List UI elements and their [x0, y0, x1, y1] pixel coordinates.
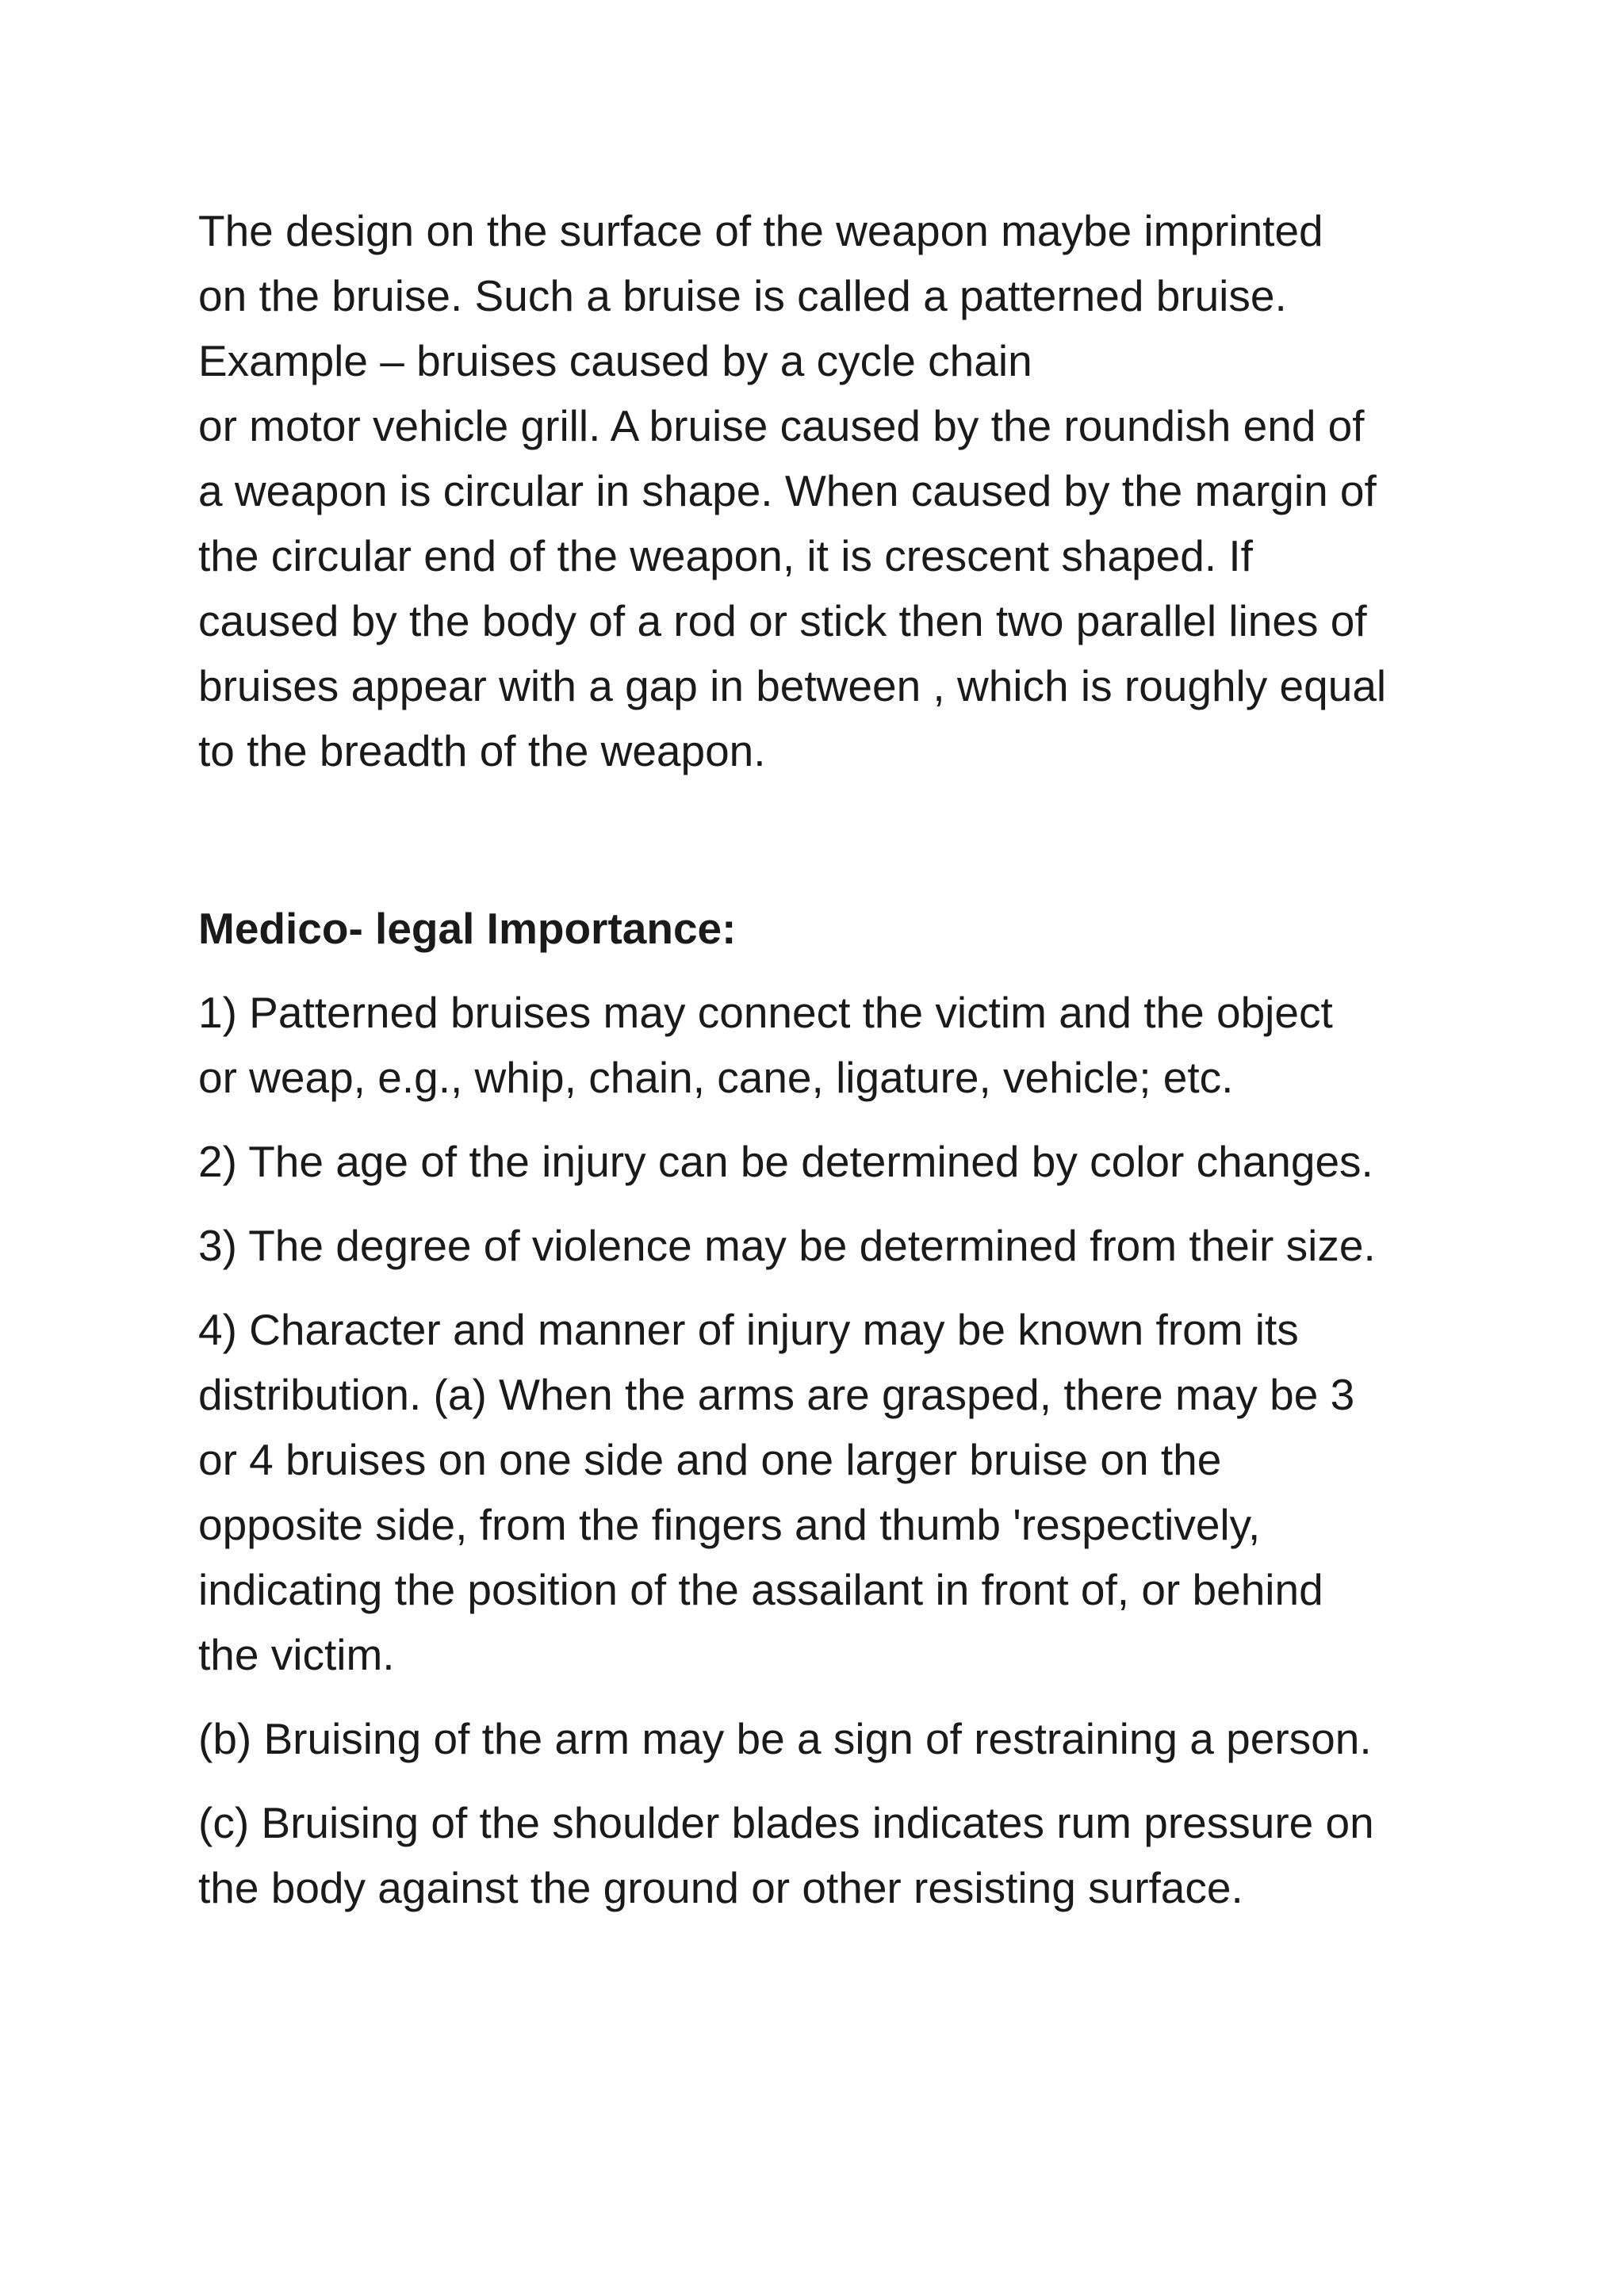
list-item-line: or 4 bruises on one side and one larger bruise on the	[198, 1435, 1222, 1484]
intro-line: to the breadth of the weapon.	[198, 726, 766, 775]
list-item-line: indicating the position of the assailant in front of, or behind	[198, 1565, 1323, 1614]
list-item-line: 3) The degree of violence may be determined from their size.	[198, 1221, 1376, 1270]
intro-paragraph	[198, 198, 1483, 783]
list-item-line: or weap, e.g., whip, chain, cane, ligature, vehicle; etc.	[198, 1053, 1234, 1102]
list-item-line: 2) The age of the injury can be determined by color changes.	[198, 1137, 1373, 1186]
list-item-line: (c) Bruising of the shoulder blades indicates rum pressure on	[198, 1798, 1374, 1847]
list-item-line: 4) Character and manner of injury may be known from its	[198, 1305, 1299, 1354]
intro-line: the circular end of the weapon, it is crescent shaped. If	[198, 531, 1253, 580]
list-item-line: the body against the ground or other resisting surface.	[198, 1863, 1243, 1912]
intro-line: bruises appear with a gap in between , which is roughly equal	[198, 661, 1387, 710]
intro-line: or motor vehicle grill. A bruise caused by the roundish end of	[198, 401, 1365, 450]
list-item	[198, 1706, 1483, 1771]
intro-line: a weapon is circular in shape. When caused by the margin of	[198, 466, 1377, 515]
list-item-line: the victim.	[198, 1630, 395, 1679]
list-item	[198, 1297, 1483, 1687]
list-item-line: opposite side, from the fingers and thumb 'respectively,	[198, 1500, 1261, 1549]
list-item	[198, 1213, 1483, 1278]
list-item	[198, 980, 1483, 1110]
document-content	[198, 198, 1483, 1920]
intro-line: Example – bruises caused by a cycle chain	[198, 336, 1032, 385]
list-item-line: (b) Bruising of the arm may be a sign of restraining a person.	[198, 1714, 1372, 1763]
list-item	[198, 1129, 1483, 1194]
intro-line: on the bruise. Such a bruise is called a patterned bruise.	[198, 271, 1287, 320]
list-item-line: 1) Patterned bruises may connect the victim and the object	[198, 988, 1333, 1037]
intro-line: caused by the body of a rod or stick then two parallel lines of	[198, 596, 1367, 645]
section-heading: Medico- legal Importance:	[198, 904, 737, 953]
list-item-line: distribution. (a) When the arms are grasped, there may be 3	[198, 1370, 1355, 1419]
list-item	[198, 1790, 1483, 1920]
intro-line: The design on the surface of the weapon maybe imprinted	[198, 206, 1323, 255]
